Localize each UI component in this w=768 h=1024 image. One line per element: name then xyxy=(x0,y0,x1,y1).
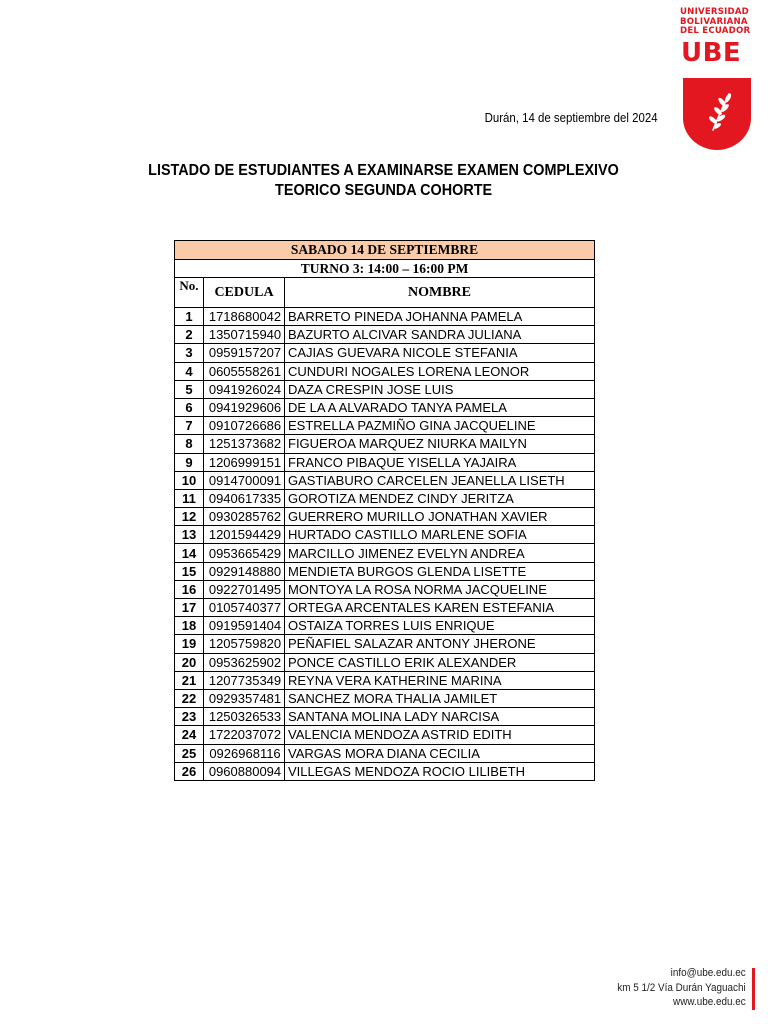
row-cedula: 1201594429 xyxy=(204,526,285,544)
table-row xyxy=(175,635,595,653)
row-number: 5 xyxy=(175,380,204,398)
table-row xyxy=(175,471,595,489)
row-nombre: MENDIETA BURGOS GLENDA LISETTE xyxy=(285,562,595,580)
table-row xyxy=(175,708,595,726)
footer-email[interactable]: info@ube.edu.ec xyxy=(670,967,746,979)
row-number: 25 xyxy=(175,744,204,762)
row-number: 1 xyxy=(175,308,204,326)
row-nombre: SANTANA MOLINA LADY NARCISA xyxy=(285,708,595,726)
column-header-nombre: NOMBRE xyxy=(285,278,595,308)
row-number: 13 xyxy=(175,526,204,544)
row-number: 20 xyxy=(175,653,204,671)
row-number: 9 xyxy=(175,453,204,471)
row-cedula: 0926968116 xyxy=(204,744,285,762)
row-nombre: CAJIAS GUEVARA NICOLE STEFANIA xyxy=(285,344,595,362)
row-nombre: GASTIABURO CARCELEN JEANELLA LISETH xyxy=(285,471,595,489)
row-nombre: VALENCIA MENDOZA ASTRID EDITH xyxy=(285,726,595,744)
row-cedula: 0959157207 xyxy=(204,344,285,362)
row-cedula: 0941926024 xyxy=(204,380,285,398)
row-cedula: 0953665429 xyxy=(204,544,285,562)
table-row xyxy=(175,398,595,416)
olive-branch-icon xyxy=(683,78,751,150)
table-row xyxy=(175,744,595,762)
table-row xyxy=(175,417,595,435)
table-row xyxy=(175,562,595,580)
row-number: 12 xyxy=(175,508,204,526)
title-line-2: TEORICO SEGUNDA COHORTE xyxy=(275,182,493,199)
row-cedula: 1207735349 xyxy=(204,671,285,689)
table-row xyxy=(175,344,595,362)
row-cedula: 1718680042 xyxy=(204,308,285,326)
row-nombre: GOROTIZA MENDEZ CINDY JERITZA xyxy=(285,489,595,507)
document-date: Durán, 14 de septiembre del 2024 xyxy=(485,110,658,125)
row-cedula: 0929357481 xyxy=(204,689,285,707)
row-nombre: BARRETO PINEDA JOHANNA PAMELA xyxy=(285,308,595,326)
row-nombre: GUERRERO MURILLO JONATHAN XAVIER xyxy=(285,508,595,526)
row-nombre: REYNA VERA KATHERINE MARINA xyxy=(285,671,595,689)
row-cedula: 1722037072 xyxy=(204,726,285,744)
document-title xyxy=(100,161,668,201)
row-nombre: ORTEGA ARCENTALES KAREN ESTEFANIA xyxy=(285,599,595,617)
row-cedula: 0941929606 xyxy=(204,398,285,416)
table-row xyxy=(175,326,595,344)
table-row xyxy=(175,762,595,780)
logo-line-1: UNIVERSIDAD xyxy=(680,7,750,17)
footer-address: km 5 1/2 Vía Durán Yaguachi xyxy=(617,981,746,994)
table-row xyxy=(175,362,595,380)
table-row xyxy=(175,508,595,526)
row-nombre: FRANCO PIBAQUE YISELLA YAJAIRA xyxy=(285,453,595,471)
title-line-1: LISTADO DE ESTUDIANTES A EXAMINARSE EXAMEN COMPLEXIVO xyxy=(148,162,620,179)
logo-abbreviation: UBE xyxy=(681,37,742,68)
table-row xyxy=(175,689,595,707)
table-row xyxy=(175,599,595,617)
table-row xyxy=(175,726,595,744)
row-number: 22 xyxy=(175,689,204,707)
row-number: 14 xyxy=(175,544,204,562)
table-row xyxy=(175,653,595,671)
row-cedula: 0940617335 xyxy=(204,489,285,507)
table-row xyxy=(175,671,595,689)
row-number: 7 xyxy=(175,417,204,435)
row-nombre: DAZA CRESPIN JOSE LUIS xyxy=(285,380,595,398)
row-nombre: MARCILLO JIMENEZ EVELYN ANDREA xyxy=(285,544,595,562)
logo-line-2: BOLIVARIANA xyxy=(680,16,748,27)
table-row xyxy=(175,489,595,507)
row-cedula: 1205759820 xyxy=(204,635,285,653)
row-cedula: 0105740377 xyxy=(204,599,285,617)
student-list-table xyxy=(174,240,595,781)
row-cedula: 0910726686 xyxy=(204,417,285,435)
row-number: 23 xyxy=(175,708,204,726)
footer-contact xyxy=(603,966,746,1010)
row-cedula: 0914700091 xyxy=(204,471,285,489)
row-nombre: SANCHEZ MORA THALIA JAMILET xyxy=(285,689,595,707)
row-number: 10 xyxy=(175,471,204,489)
row-cedula: 0953625902 xyxy=(204,653,285,671)
row-nombre: VARGAS MORA DIANA CECILIA xyxy=(285,744,595,762)
row-cedula: 0960880094 xyxy=(204,762,285,780)
table-row xyxy=(175,453,595,471)
row-nombre: PONCE CASTILLO ERIK ALEXANDER xyxy=(285,653,595,671)
footer-website[interactable]: www.ube.edu.ec xyxy=(673,996,746,1008)
row-number: 24 xyxy=(175,726,204,744)
row-cedula: 0605558261 xyxy=(204,362,285,380)
row-cedula: 1250326533 xyxy=(204,708,285,726)
table-row xyxy=(175,308,595,326)
table-row xyxy=(175,526,595,544)
university-logo xyxy=(680,8,754,66)
row-nombre: BAZURTO ALCIVAR SANDRA JULIANA xyxy=(285,326,595,344)
footer-accent-bar xyxy=(752,968,755,1010)
row-nombre: FIGUEROA MARQUEZ NIURKA MAILYN xyxy=(285,435,595,453)
column-header-cedula: CEDULA xyxy=(204,278,285,308)
row-nombre: PEÑAFIEL SALAZAR ANTONY JHERONE xyxy=(285,635,595,653)
row-nombre: OSTAIZA TORRES LUIS ENRIQUE xyxy=(285,617,595,635)
table-row xyxy=(175,544,595,562)
row-number: 4 xyxy=(175,362,204,380)
row-number: 11 xyxy=(175,489,204,507)
row-number: 19 xyxy=(175,635,204,653)
row-number: 18 xyxy=(175,617,204,635)
row-nombre: HURTADO CASTILLO MARLENE SOFIA xyxy=(285,526,595,544)
row-cedula: 0929148880 xyxy=(204,562,285,580)
row-cedula: 0930285762 xyxy=(204,508,285,526)
row-cedula: 0919591404 xyxy=(204,617,285,635)
logo-line-3: DEL ECUADOR xyxy=(680,26,751,36)
row-cedula: 1350715940 xyxy=(204,326,285,344)
row-number: 6 xyxy=(175,398,204,416)
row-cedula: 1251373682 xyxy=(204,435,285,453)
row-cedula: 1206999151 xyxy=(204,453,285,471)
row-nombre: DE LA A ALVARADO TANYA PAMELA xyxy=(285,398,595,416)
row-nombre: ESTRELLA PAZMIÑO GINA JACQUELINE xyxy=(285,417,595,435)
row-number: 2 xyxy=(175,326,204,344)
row-nombre: MONTOYA LA ROSA NORMA JACQUELINE xyxy=(285,580,595,598)
column-header-no: No. xyxy=(175,278,204,308)
shift-header: TURNO 3: 14:00 – 16:00 PM xyxy=(175,260,595,278)
row-number: 3 xyxy=(175,344,204,362)
table-row xyxy=(175,617,595,635)
row-nombre: VILLEGAS MENDOZA ROCIO LILIBETH xyxy=(285,762,595,780)
row-nombre: CUNDURI NOGALES LORENA LEONOR xyxy=(285,362,595,380)
table-row xyxy=(175,580,595,598)
row-number: 26 xyxy=(175,762,204,780)
row-number: 21 xyxy=(175,671,204,689)
day-header: SABADO 14 DE SEPTIEMBRE xyxy=(175,241,595,260)
row-number: 8 xyxy=(175,435,204,453)
table-row xyxy=(175,435,595,453)
row-number: 16 xyxy=(175,580,204,598)
row-cedula: 0922701495 xyxy=(204,580,285,598)
row-number: 17 xyxy=(175,599,204,617)
row-number: 15 xyxy=(175,562,204,580)
table-row xyxy=(175,380,595,398)
